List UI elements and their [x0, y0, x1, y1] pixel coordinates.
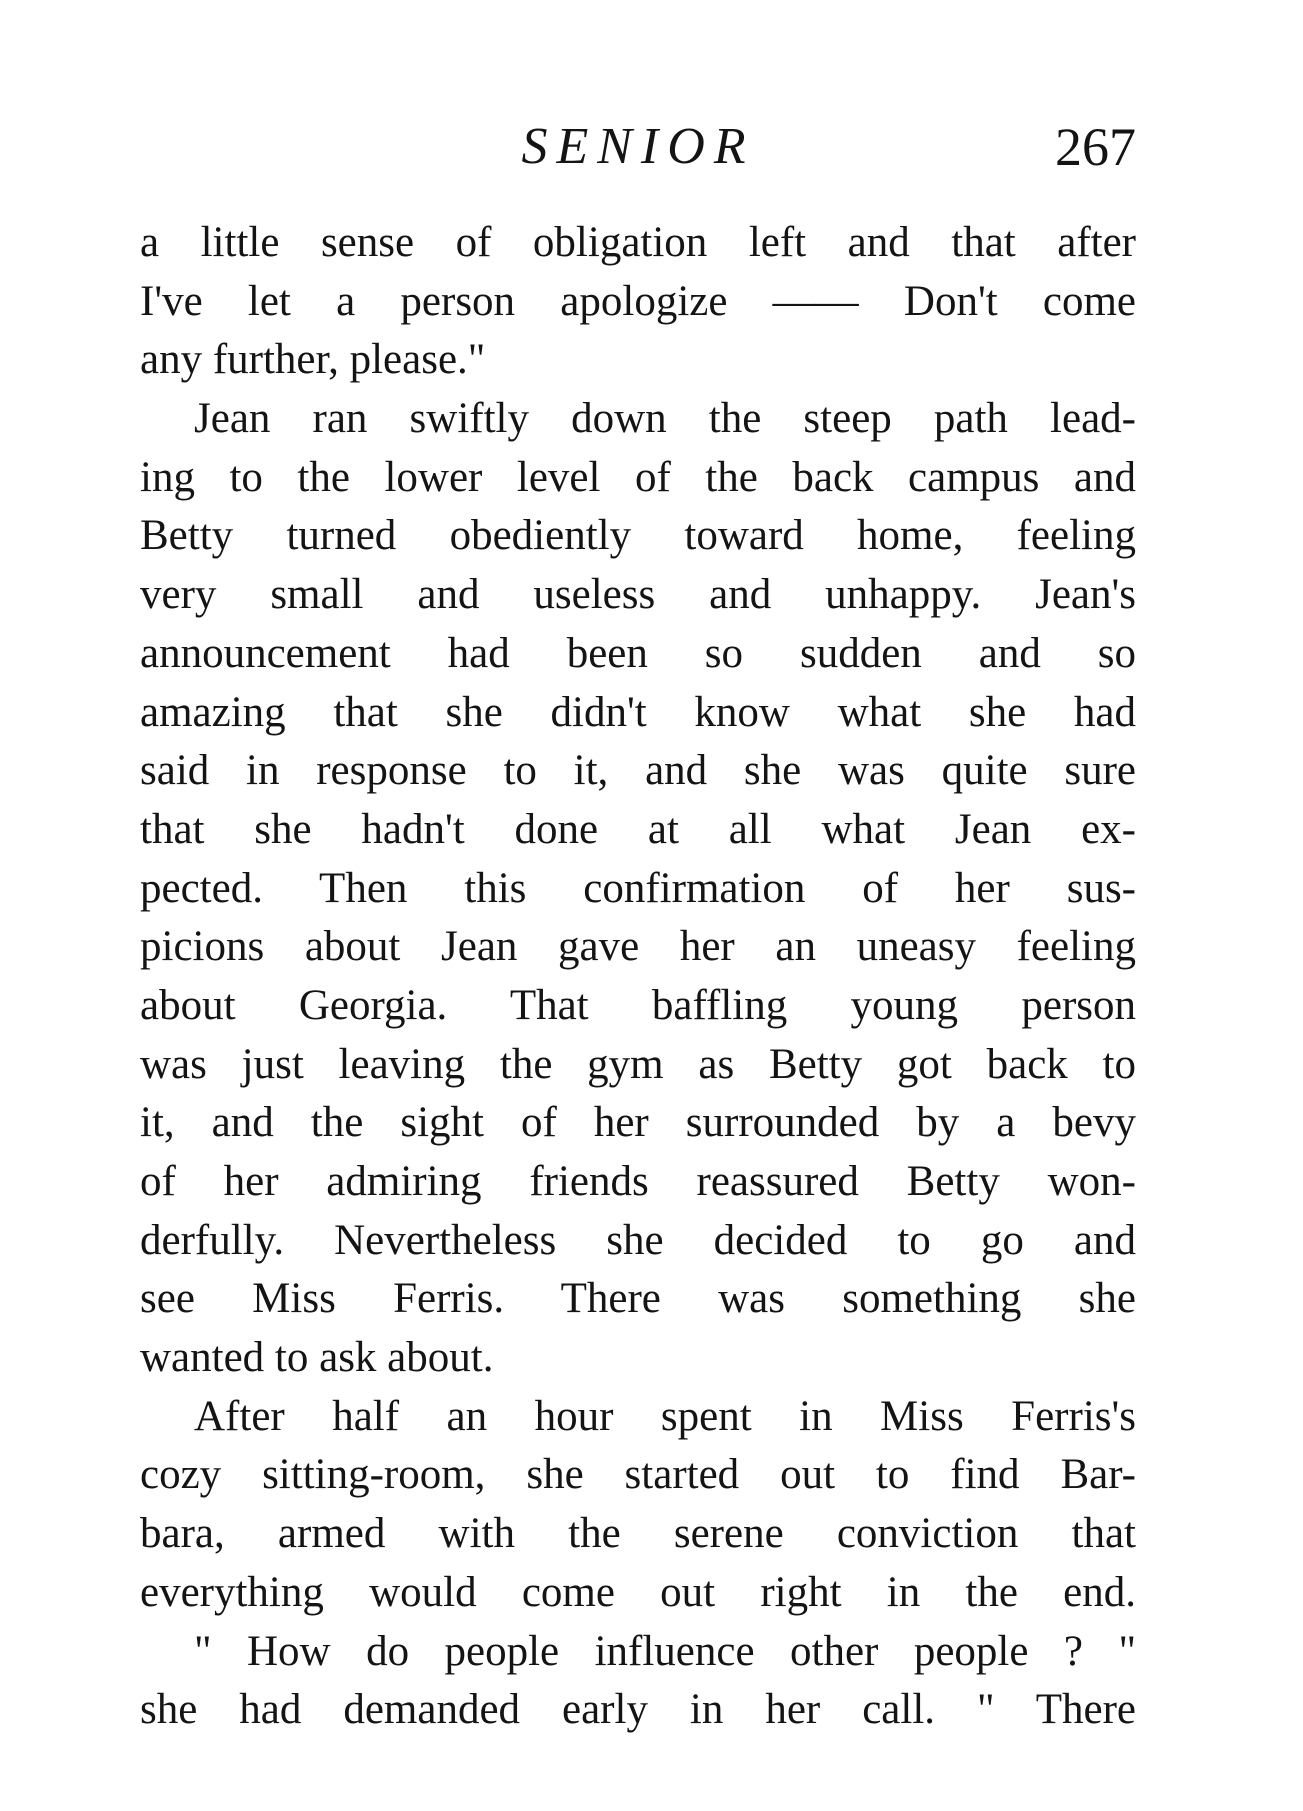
page-number: 267 — [1055, 117, 1136, 177]
text-line: Jean ran swiftly down the steep path lead- — [194, 395, 1136, 443]
text-line: see Miss Ferris. There was something she — [140, 1275, 1136, 1323]
text-line: was just leaving the gym as Betty got back to — [140, 1040, 1136, 1088]
text-line: any further, please." — [140, 336, 486, 384]
text-line: about Georgia. That baffling young person — [140, 981, 1136, 1029]
text-line: of her admiring friends reassured Betty won- — [140, 1158, 1136, 1205]
text-line: wanted to ask about. — [140, 1334, 494, 1382]
text-line: picions about Jean gave her an uneasy feeling — [140, 923, 1136, 971]
text-line: said in response to it, and she was quite sure — [140, 747, 1136, 795]
text-line: bara, armed with the serene conviction that — [140, 1510, 1136, 1558]
text-line: amazing that she didn't know what she had — [140, 688, 1136, 736]
text-line: that she hadn't done at all what Jean ex- — [140, 805, 1136, 853]
text-line: After half an hour spent in Miss Ferris's — [194, 1392, 1136, 1440]
text-line: cozy sitting-room, she started out to find Bar- — [140, 1451, 1136, 1499]
text-line: I've let a person apologize —— Don't come — [140, 277, 1136, 325]
text-line: very small and useless and unhappy. Jean's — [140, 571, 1136, 619]
text-line: everything would come out right in the end. — [140, 1568, 1136, 1616]
text-line: pected. Then this confirmation of her sus- — [140, 864, 1136, 912]
text-line: " How do people influence other people ? " — [194, 1627, 1136, 1675]
body-text — [140, 214, 1136, 1740]
text-line: a little sense of obligation left and that after — [140, 219, 1136, 266]
text-line: announcement had been so sudden and so — [140, 629, 1136, 677]
text-line: she had demanded early in her call. " There — [140, 1686, 1136, 1734]
text-line: derfully. Nevertheless she decided to go and — [140, 1216, 1136, 1264]
text-line: Betty turned obediently toward home, feeling — [140, 512, 1136, 560]
running-title: SENIOR — [521, 118, 755, 175]
text-line: it, and the sight of her surrounded by a bevy — [140, 1099, 1136, 1147]
running-head — [140, 112, 1136, 182]
text-line: ing to the lower level of the back campus and — [140, 453, 1136, 501]
